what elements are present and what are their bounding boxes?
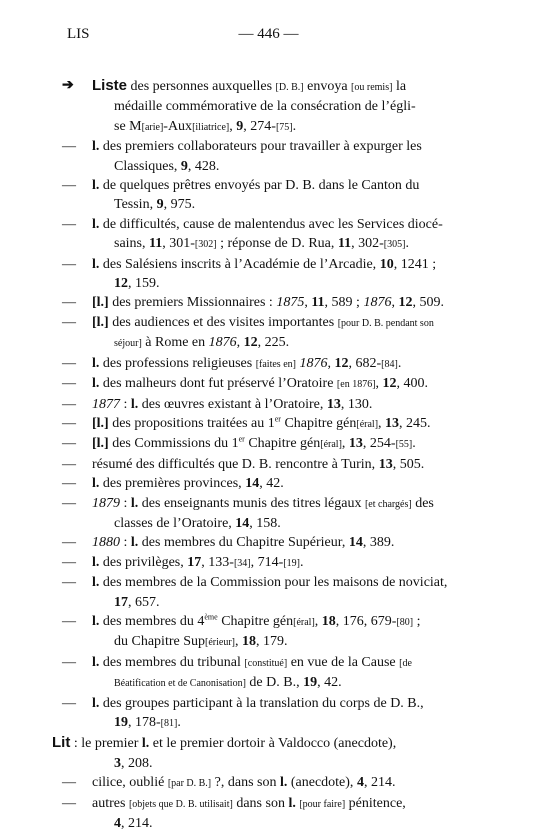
entry-dash: — (62, 654, 76, 670)
entry-dash: — (62, 775, 76, 791)
index-entry-lit: Lit : le premier l. et le premier dortoir à Valdocco (anecdote), 3, 208. (52, 734, 397, 771)
index-entry: — cilice, oublié [par D. B.] ?, dans son l. (anecdote), 4, 214. (52, 773, 492, 793)
index-entry: — l. des premiers collaborateurs pour travailler à expurger les Classiques, 9, 428. (62, 139, 422, 174)
entry-dash: — (62, 415, 76, 431)
entry-dash: — (62, 575, 76, 591)
index-entry: — l. des professions religieuses [faites en] 1876, 12, 682-[84]. (52, 354, 492, 374)
index-entry: — [l.] des audiences et des visites importantes [pour D. B. pendant son séjour] à Rome en 1876, 12, 225. (62, 314, 434, 351)
entry-dash: — (62, 139, 76, 155)
index-entry: — 1877 : l. des œuvres existant à l’Oratoire, 13, 130. (52, 395, 492, 414)
entry-dash: — (62, 456, 76, 472)
entry-dash: — (62, 396, 76, 412)
entry-dash: — (62, 355, 76, 371)
index-entry: — l. de quelques prêtres envoyés par D. B. dans le Canton du Tessin, 9, 975. (62, 178, 420, 213)
page-number: — 446 — (238, 26, 299, 42)
index-entry: — autres [objets que D. B. utilisait] dans son l. [pour faire] pénitence, 4, 214. (62, 795, 406, 832)
index-entry: — l. des privilèges, 17, 133-[34], 714-[19]. (52, 553, 492, 573)
index-entry: — 1879 : l. des enseignants munis des titres légaux [et chargés] des classes de l’Oratoire, 14, 158. (62, 495, 434, 531)
entry-dash: — (62, 314, 76, 330)
index-entry: — l. des groupes participant à la translation du corps de D. B., 19, 178-[81]. (62, 695, 424, 730)
index-body (52, 76, 492, 833)
entry-dash: — (62, 535, 76, 551)
index-entry: — l. des malheurs dont fut préservé l’Oratoire [en 1876], 12, 400. (52, 374, 492, 394)
entry-dash: — (62, 695, 76, 711)
index-entry: — l. des membres du 4ème Chapitre gén[éral], 18, 176, 679-[80] ; du Chapitre Sup[érieur], 18, 179. (62, 612, 421, 650)
entry-dash: — (62, 178, 76, 194)
index-entry: — [l.] des propositions traitées au 1er Chapitre gén[éral], 13, 245. (52, 414, 492, 434)
entry-dash: — (62, 256, 76, 272)
index-entry: — [l.] des Commissions du 1er Chapitre gén[éral], 13, 254-[55]. (52, 434, 492, 454)
entry-dash: — (62, 613, 76, 629)
entry-dash: — (62, 795, 76, 811)
index-entry: ➔ Liste des personnes auxquelles [D. B.] envoya [ou remis] la médaille commémorative de la consécration de l’égli- se M[arie]-Aux[iliatrice], 9, 274-[75]. (62, 77, 416, 134)
entry-dash: — (62, 476, 76, 492)
entry-dash: — (62, 554, 76, 570)
index-entry: — l. des premières provinces, 14, 42. (52, 474, 492, 493)
arrow-icon: ➔ (62, 78, 74, 93)
entry-dash: — (62, 376, 76, 392)
entry-dash: — (62, 295, 76, 311)
index-entry: — l. des membres de la Commission pour les maisons de noviciat, 17, 657. (62, 575, 448, 610)
section-title: LIS (67, 26, 90, 42)
index-entry: — résumé des difficultés que D. B. rencontre à Turin, 13, 505. (52, 455, 492, 474)
entry-dash: — (62, 216, 76, 232)
entry-dash: — (62, 436, 76, 452)
index-entry: — l. des membres du tribunal [constitué] en vue de la Cause [de Béatification et de Canonisation] de D. B., 19, 42. (62, 654, 412, 691)
index-entry: — l. de difficultés, cause de malentendus avec les Services diocé- sains, 11, 301-[302] ; réponse de D. Rua, 11, 302-[305]. (62, 216, 443, 252)
index-entry: — l. des Salésiens inscrits à l’Académie de l’Arcadie, 10, 1241 ; 12, 159. (62, 256, 437, 292)
running-header (0, 26, 537, 48)
index-entry: — [l.] des premiers Missionnaires : 1875, 11, 589 ; 1876, 12, 509. (52, 293, 492, 312)
index-entry: — 1880 : l. des membres du Chapitre Supérieur, 14, 389. (52, 533, 492, 552)
entry-dash: — (62, 495, 76, 511)
